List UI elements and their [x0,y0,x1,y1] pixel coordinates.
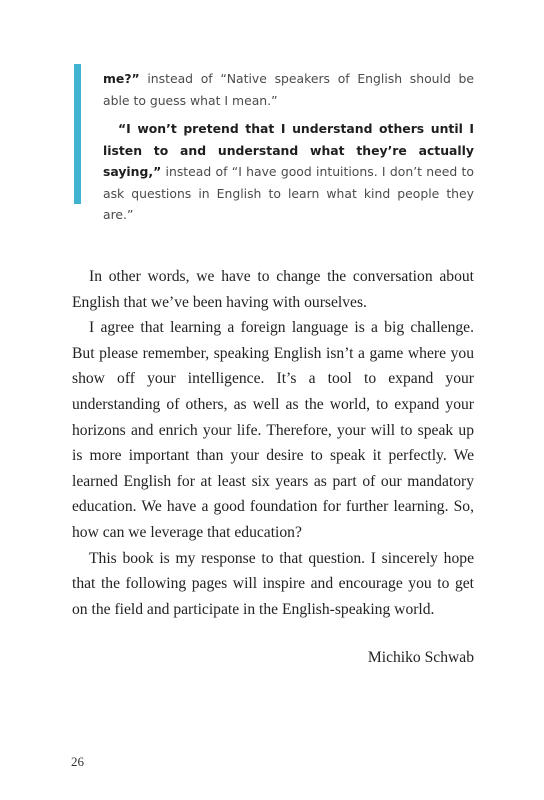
quote-paragraph-2-bold: “I won’t pretend that I understand others until I listen to and understand what they’re actually saying,” [103,121,474,179]
page-number: 26 [71,754,84,769]
quote-accent-bar [74,64,81,204]
body-paragraph-2: I agree that learning a foreign language is a big challenge. But please remember, speaking English isn’t a game where you show off your intelligence. It’s a tool to expand your understanding of others, as well as the world, to expand your horizons and enrich your life. Therefore, your will to speak up is more important than your desire to speak it perfectly. We learned English for at least six years as part of our mandatory education. We have a good foundation for further learning. So, how can we leverage that education? [72,319,474,541]
quote-paragraph-1-bold: me?” [103,71,140,86]
body-paragraph-3: This book is my response to that question. I sincerely hope that the following pages will inspire and encourage you to get on the field and participate in the English-speaking world. [72,549,474,618]
quote-text [103,68,474,226]
pull-quote [74,64,474,222]
author-signature: Michiko Schwab [367,649,474,666]
body-text [72,264,474,622]
body-paragraph-1: In other words, we have to change the conversation about English that we’ve been having with ourselves. [72,268,474,311]
quote-paragraph-1 [103,68,474,111]
quote-paragraph-2-text: instead of “I have good intuitions. I don’t need to ask questions in English to learn what kind people they are.” [103,164,474,222]
quote-paragraph-1-text: instead of “Native speakers of English should be able to guess what I mean.” [103,71,474,108]
quote-paragraph-2 [103,118,474,226]
